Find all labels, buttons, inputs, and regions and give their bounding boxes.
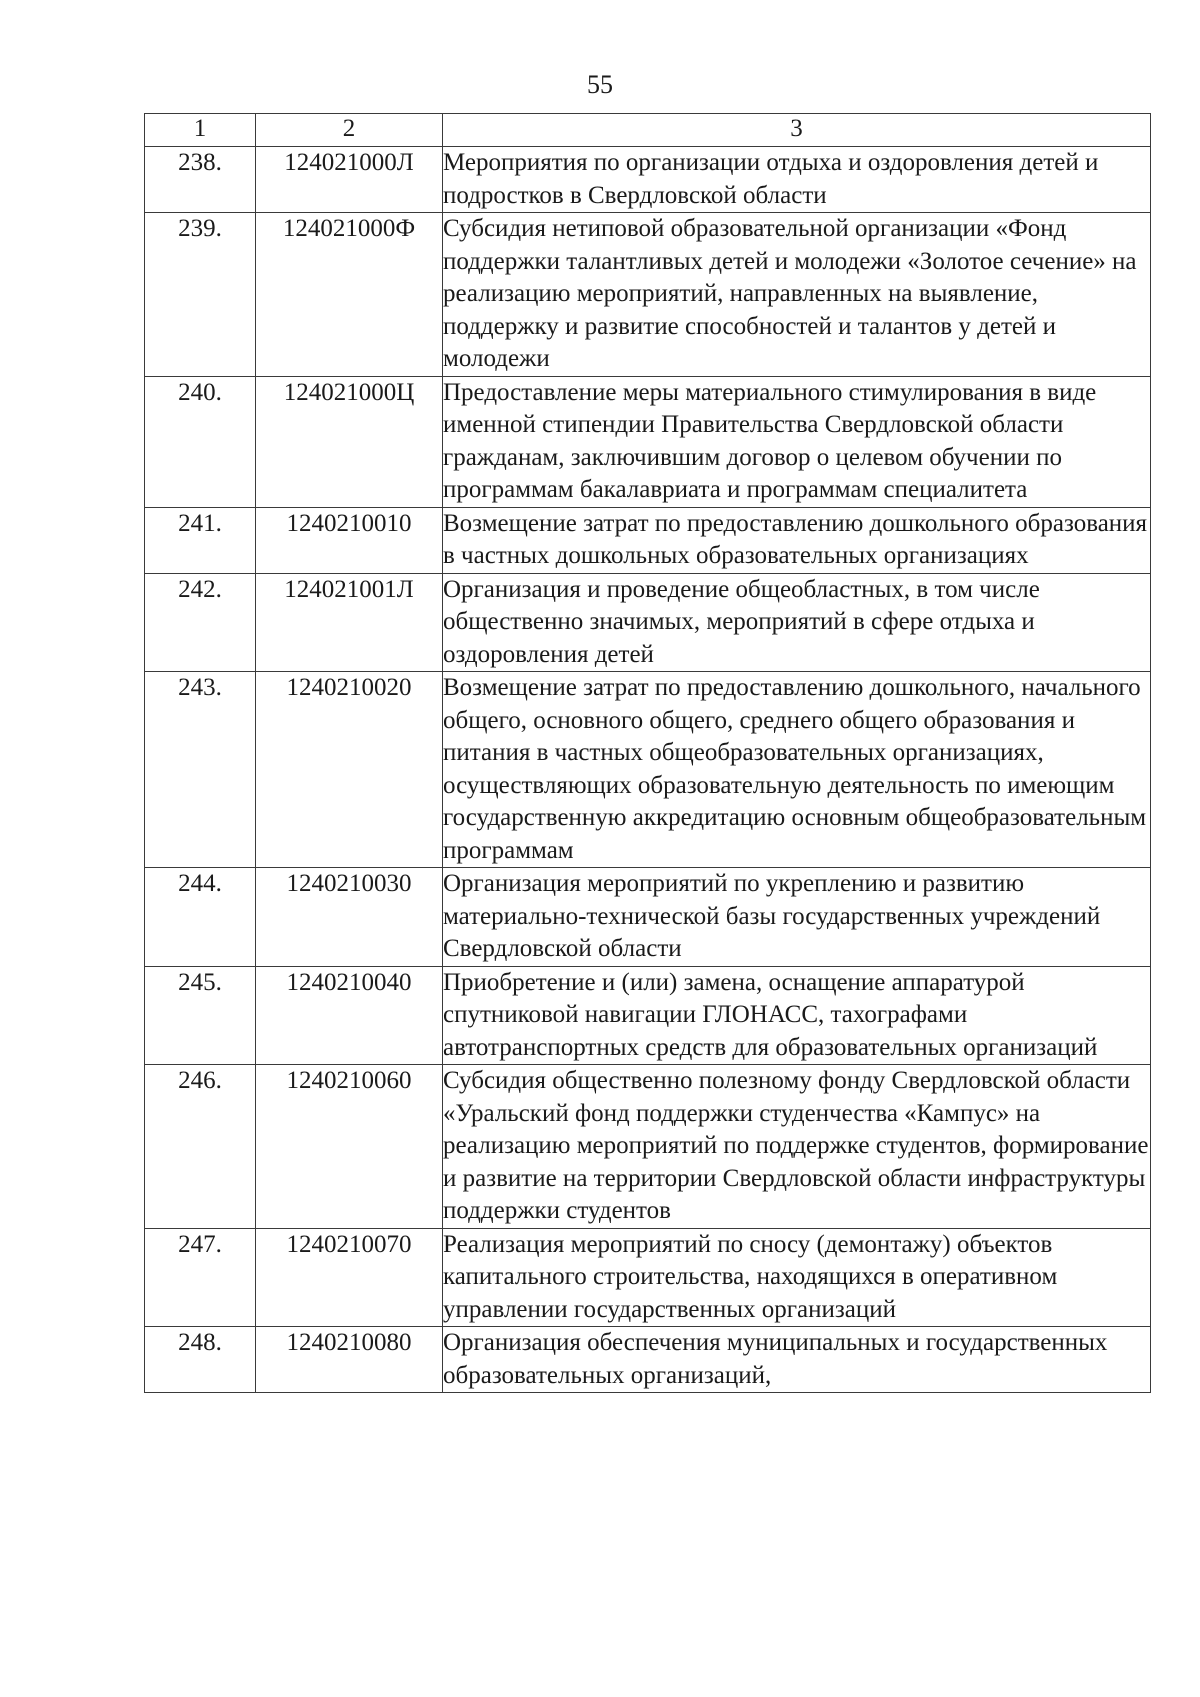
table-row — [145, 1327, 1151, 1393]
column-header-3: 3 — [443, 114, 1151, 147]
row-number: 241. — [145, 507, 256, 573]
row-description: Мероприятия по организации отдыха и оздоровления детей и подростков в Свердловской области — [443, 147, 1151, 213]
row-number: 240. — [145, 376, 256, 507]
row-description: Возмещение затрат по предоставлению дошкольного, начального общего, основного общего, среднего общего образования и питания в частных общеобразовательных организациях, осуществляющих образовательную деятельность по имеющим государственную аккредитацию основным общеобразовательным программам — [443, 672, 1151, 868]
table-row — [145, 1228, 1151, 1327]
table-row — [145, 868, 1151, 967]
row-description: Субсидия общественно полезному фонду Свердловской области «Уральский фонд поддержки студенчества «Кампус» на реализацию мероприятий по поддержке студентов, формирование и развитие на территории Свердловской области инфраструктуры поддержки студентов — [443, 1065, 1151, 1229]
row-number: 244. — [145, 868, 256, 967]
row-number: 238. — [145, 147, 256, 213]
row-number: 246. — [145, 1065, 256, 1229]
column-header-1: 1 — [145, 114, 256, 147]
row-description: Субсидия нетиповой образовательной организации «Фонд поддержки талантливых детей и молодежи «Золотое сечение» на реализацию мероприятий, направленных на выявление, поддержку и развитие способностей и талантов у детей и молодежи — [443, 213, 1151, 377]
row-number: 239. — [145, 213, 256, 377]
table-row — [145, 672, 1151, 868]
row-number: 248. — [145, 1327, 256, 1393]
row-description: Возмещение затрат по предоставлению дошкольного образования в частных дошкольных образовательных организациях — [443, 507, 1151, 573]
table-header-row — [145, 114, 1151, 147]
row-number: 245. — [145, 966, 256, 1065]
table-row — [145, 1065, 1151, 1229]
row-description: Предоставление меры материального стимулирования в виде именной стипендии Правительства Свердловской области гражданам, заключившим договор о целевом обучении по программам бакалавриата и программам специалитета — [443, 376, 1151, 507]
row-description: Организация обеспечения муниципальных и государственных образовательных организаций, — [443, 1327, 1151, 1393]
row-number: 242. — [145, 573, 256, 672]
row-code: 124021000Ц — [256, 376, 443, 507]
row-number: 243. — [145, 672, 256, 868]
table-row — [145, 213, 1151, 377]
row-code: 1240210030 — [256, 868, 443, 967]
row-code: 1240210060 — [256, 1065, 443, 1229]
table-row — [145, 147, 1151, 213]
column-header-2: 2 — [256, 114, 443, 147]
row-description: Реализация мероприятий по сносу (демонтажу) объектов капитального строительства, находящихся в оперативном управлении государственных организаций — [443, 1228, 1151, 1327]
table-row — [145, 966, 1151, 1065]
row-description: Организация и проведение общеобластных, в том числе общественно значимых, мероприятий в сфере отдыха и оздоровления детей — [443, 573, 1151, 672]
row-description: Организация мероприятий по укреплению и развитию материально-технической базы государственных учреждений Свердловской области — [443, 868, 1151, 967]
row-code: 124021000Ф — [256, 213, 443, 377]
row-code: 1240210080 — [256, 1327, 443, 1393]
row-number: 247. — [145, 1228, 256, 1327]
row-code: 1240210010 — [256, 507, 443, 573]
table-row — [145, 573, 1151, 672]
row-description: Приобретение и (или) замена, оснащение аппаратурой спутниковой навигации ГЛОНАСС, тахографами автотранспортных средств для образовательных организаций — [443, 966, 1151, 1065]
row-code: 124021001Л — [256, 573, 443, 672]
table-row — [145, 376, 1151, 507]
row-code: 1240210040 — [256, 966, 443, 1065]
page-number: 55 — [587, 70, 613, 99]
row-code: 124021000Л — [256, 147, 443, 213]
table-row — [145, 507, 1151, 573]
row-code: 1240210020 — [256, 672, 443, 868]
row-code: 1240210070 — [256, 1228, 443, 1327]
budget-code-table — [144, 113, 1151, 1393]
